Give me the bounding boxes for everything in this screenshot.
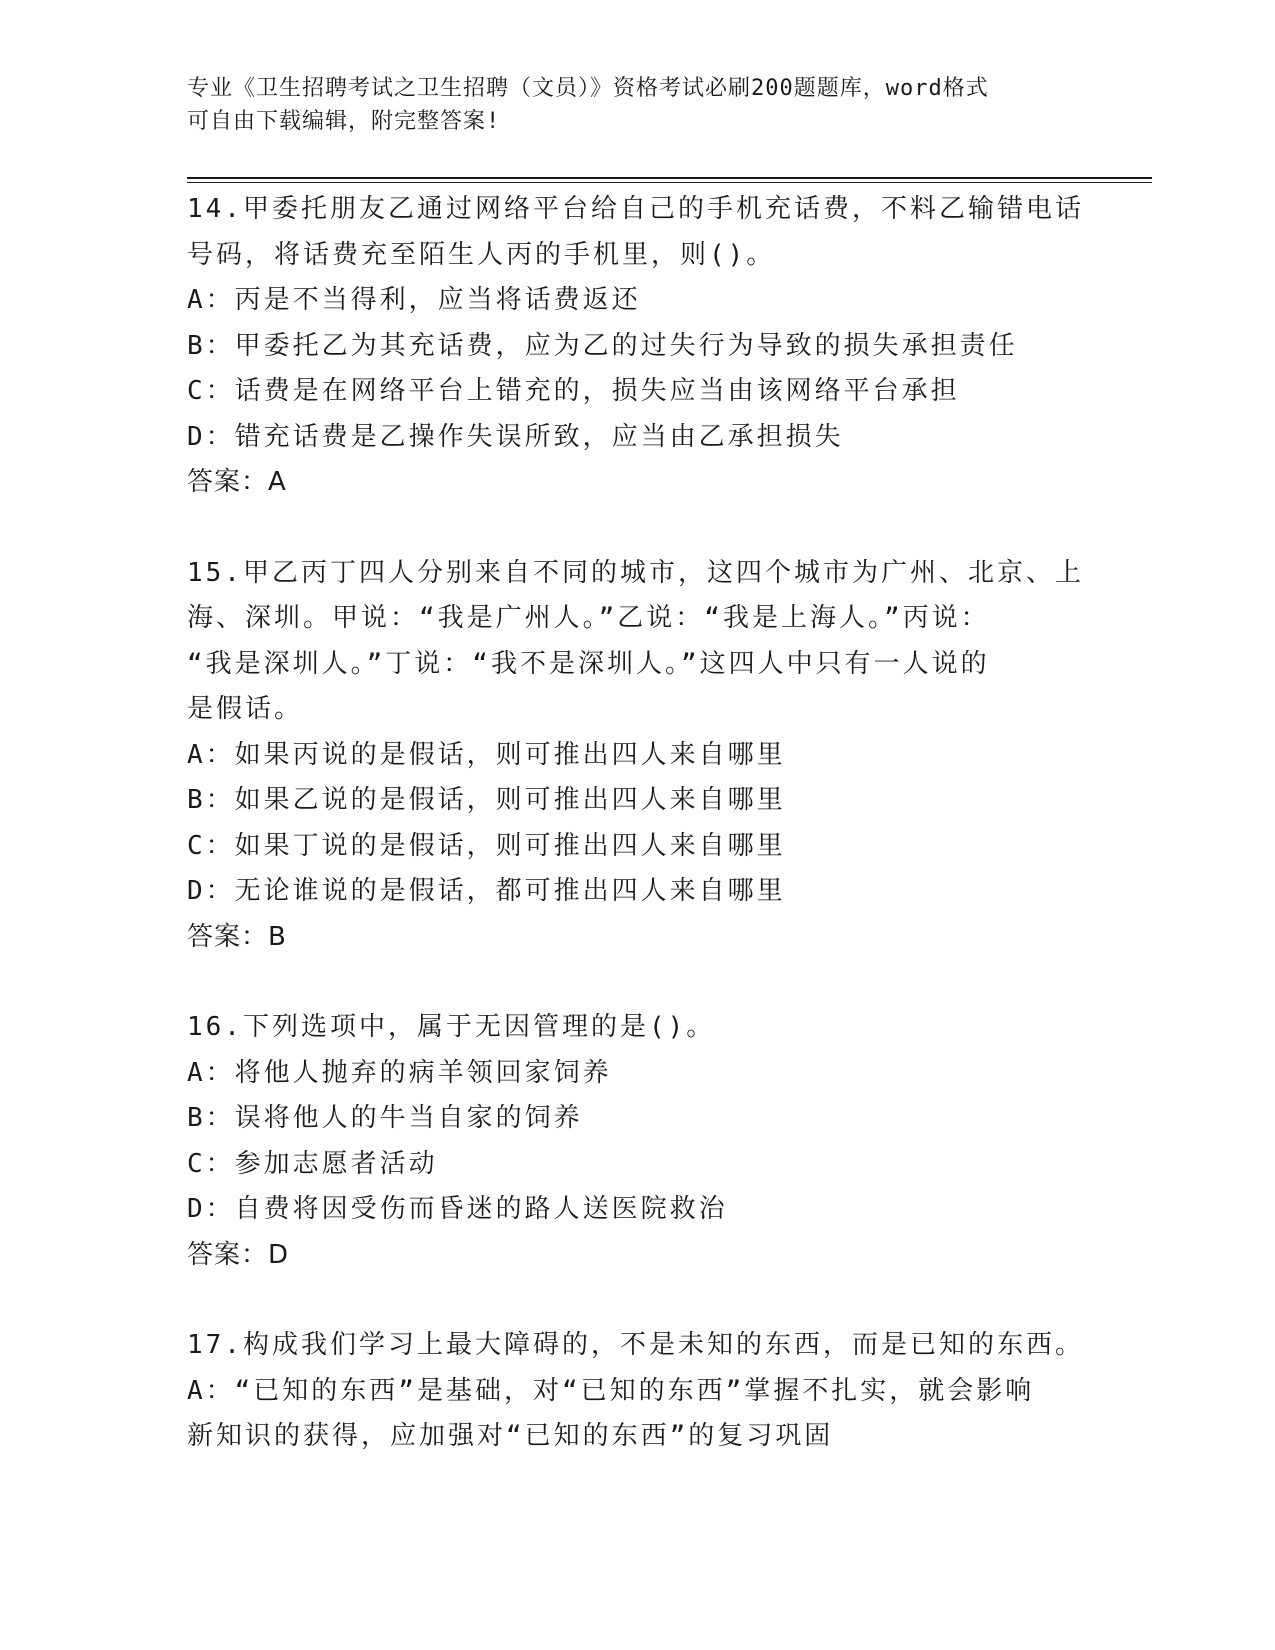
answer: 答案：A	[187, 467, 287, 497]
option-a: A：“已知的东西”是基础，对“已知的东西”掌握不扎实，就会影响	[187, 1375, 1035, 1406]
header-line: 专业《卫生招聘考试之卫生招聘（文员）》资格考试必刷200题题库，word格式	[187, 76, 989, 101]
question-stem: 号码，将话费充至陌生人丙的手机里，则()。	[187, 239, 776, 270]
option-d: D：自费将因受伤而昏迷的路人送医院救治	[187, 1194, 728, 1224]
question-stem: 14.甲委托朋友乙通过网络平台给自己的手机充话费，不料乙输错电话	[187, 194, 1084, 224]
option-d: D：无论谁说的是假话，都可推出四人来自哪里	[187, 876, 786, 906]
question-17	[187, 1323, 1087, 1460]
question-stem: 是假话。	[187, 694, 304, 724]
option-a: A：将他人抛弃的病羊领回家饲养	[187, 1057, 612, 1088]
question-stem: 15.甲乙丙丁四人分别来自不同的城市，这四个城市为广州、北京、上	[187, 557, 1084, 588]
question-16	[187, 1005, 1087, 1278]
option-a: A：如果丙说的是假话，则可推出四人来自哪里	[187, 739, 786, 770]
option-b: B：误将他人的牛当自家的饲养	[187, 1103, 583, 1133]
option-b: B：甲委托乙为其充话费，应为乙的过失行为导致的损失承担责任	[187, 330, 1018, 361]
option-b: B：如果乙说的是假话，则可推出四人来自哪里	[187, 785, 786, 815]
question-stem: 16.下列选项中，属于无因管理的是()。	[187, 1012, 716, 1042]
question-stem: 海、深圳。甲说：“我是广州人。”乙说：“我是上海人。”丙说：	[187, 603, 990, 633]
option-c: C：话费是在网络平台上错充的，损失应当由该网络平台承担	[187, 376, 960, 406]
header-line: 可自由下载编辑，附完整答案!	[187, 109, 501, 134]
question-list	[187, 187, 1087, 1460]
question-14	[187, 187, 1087, 506]
option-a: A：丙是不当得利，应当将话费返还	[187, 285, 641, 315]
question-15	[187, 551, 1087, 961]
option-c: C：如果丁说的是假话，则可推出四人来自哪里	[187, 830, 786, 861]
option-a-continued: 新知识的获得，应加强对“已知的东西”的复习巩固	[187, 1421, 834, 1451]
header-divider-thin	[187, 182, 1152, 183]
question-stem: 17.构成我们学习上最大障碍的，不是未知的东西，而是已知的东西。	[187, 1330, 1084, 1360]
document-header	[187, 72, 1087, 138]
header-divider	[187, 177, 1152, 179]
question-stem: “我是深圳人。”丁说：“我不是深圳人。”这四人中只有一人说的	[187, 648, 990, 679]
option-d: D：错充话费是乙操作失误所致，应当由乙承担损失	[187, 421, 844, 452]
answer: 答案：B	[187, 921, 287, 952]
option-c: C：参加志愿者活动	[187, 1148, 438, 1179]
answer: 答案：D	[187, 1239, 290, 1270]
